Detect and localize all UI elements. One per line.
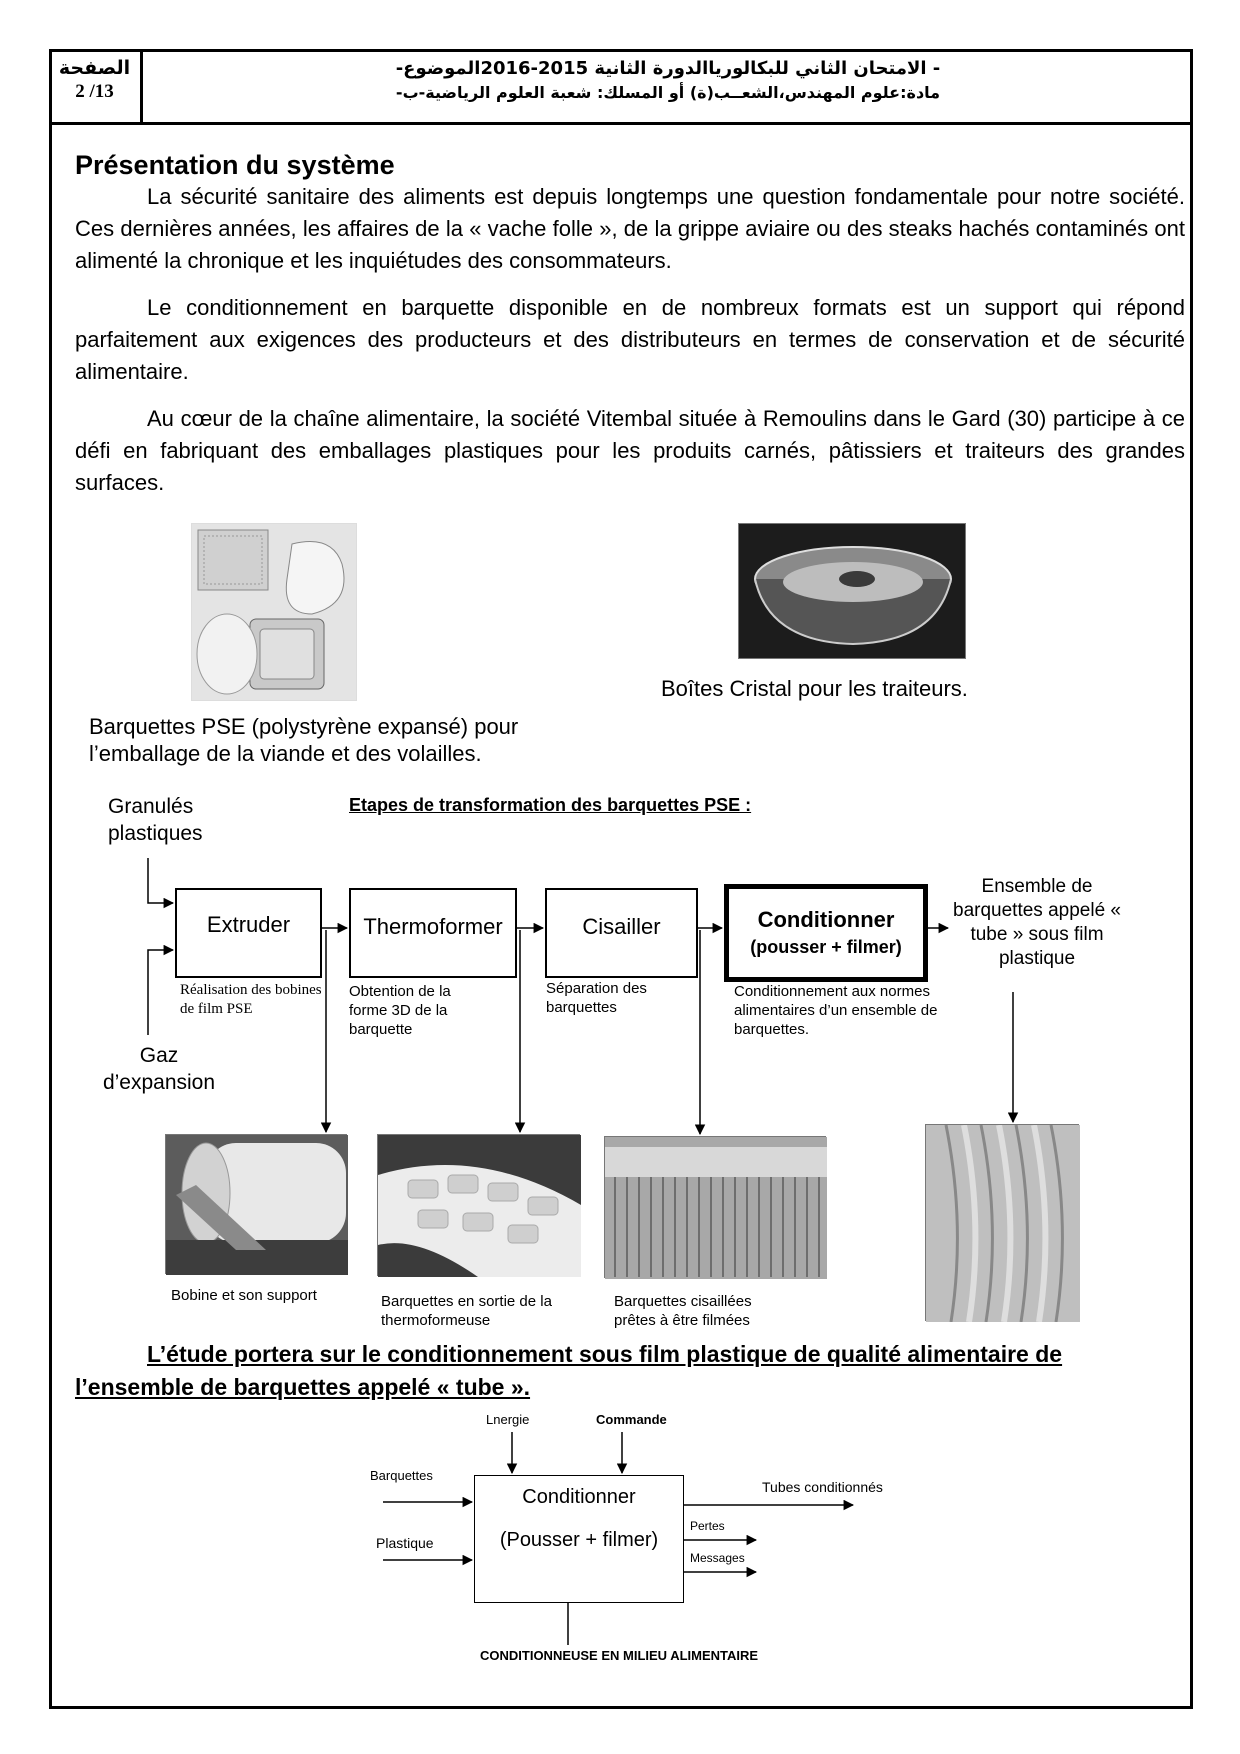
process-title: Etapes de transformation des barquettes PSE : — [349, 795, 752, 815]
context-function-label: Conditionner — [522, 1486, 636, 1508]
page-number: 2 /13 — [75, 81, 114, 102]
input-gas: Gaz d’expansion — [102, 1044, 216, 1094]
step-extruder: Extruder — [175, 888, 322, 978]
bobine-caption: Bobine et son support — [171, 1287, 317, 1304]
study-statement: L’étude portera sur le conditionnement sous film plastique de qualité alimentaire de l’ensemble de barquettes appelé « tube ». — [75, 1341, 1063, 1400]
input-granules: Granulés plastiques — [108, 795, 203, 845]
step-extruder-desc: Réalisation des bobines de film PSE — [180, 982, 322, 1017]
page-label: الصفحة — [58, 57, 131, 79]
context-output-messages: Messages — [690, 1551, 745, 1565]
paragraph-1: La sécurité sanitaire des aliments est depuis longtemps une question fondamentale pour notre société. Ces dernières années, les affaires de la « vache folle », de la grippe aviaire ou des steaks hachés contaminés ont alimenté la chronique et les inquiétudes des consommateurs. — [75, 184, 1185, 273]
output-tube: Ensemble de barquettes appelé « tube » sous film plastique — [953, 876, 1121, 969]
thermoform-caption: Barquettes en sortie de la thermoformeuse — [381, 1293, 552, 1329]
section-title: Présentation du système — [75, 150, 395, 180]
step-conditionner-label: Conditionner — [757, 907, 895, 932]
context-function-sublabel: (Pousser + filmer) — [499, 1529, 659, 1551]
step-cisailler-desc: Séparation des barquettes — [546, 980, 647, 1016]
paragraph-3: Au cœur de la chaîne alimentaire, la société Vitembal située à Remoulins dans le Gard (30) participe à ce défi en fabriquant des emballages plastiques pour les produits carnés, pâtissiers et traiteurs des grandes surfaces. — [75, 406, 1185, 495]
cisaille-caption: Barquettes cisaillées prêtes à être filmées — [614, 1293, 752, 1329]
exam-title-line2: مادة:علوم المهندس،الشعــب(ة) أو المسلك: شعبة العلوم الرياضية-ب- — [395, 83, 941, 102]
context-input-plastique: Plastique — [376, 1535, 434, 1551]
context-energy: Lnergie — [486, 1412, 530, 1427]
cristal-caption: Boîtes Cristal pour les traiteurs. — [661, 676, 968, 701]
exam-title-line1: - الامتحان الثاني للبكالورياالدورة الثانية 2015-2016الموضوع- — [395, 58, 941, 79]
paragraph-2: Le conditionnement en barquette disponible en de nombreux formats est un support qui répond parfaitement aux exigences des producteurs et des distributeurs en termes de conservation et de sécurité alimentaire. — [75, 295, 1185, 384]
step-cisailler: Cisailler — [545, 888, 698, 978]
step-thermoformer-desc: Obtention de la forme 3D de la barquette — [349, 983, 451, 1038]
context-output-tubes: Tubes conditionnés — [762, 1479, 883, 1495]
pse-caption: Barquettes PSE (polystyrène expansé) pour l’emballage de la viande et des volailles. — [89, 714, 519, 766]
context-command: Commande — [596, 1412, 667, 1427]
step-thermoformer: Thermoformer — [349, 888, 517, 978]
step-conditionner-desc: Conditionnement aux normes alimentaires d’un ensemble de barquettes. — [734, 983, 938, 1038]
step-conditionner-sublabel: (pousser + filmer) — [750, 937, 902, 957]
context-input-barquettes: Barquettes — [370, 1468, 433, 1483]
context-support: CONDITIONNEUSE EN MILIEU ALIMENTAIRE — [480, 1648, 759, 1663]
context-output-pertes: Pertes — [690, 1519, 725, 1533]
